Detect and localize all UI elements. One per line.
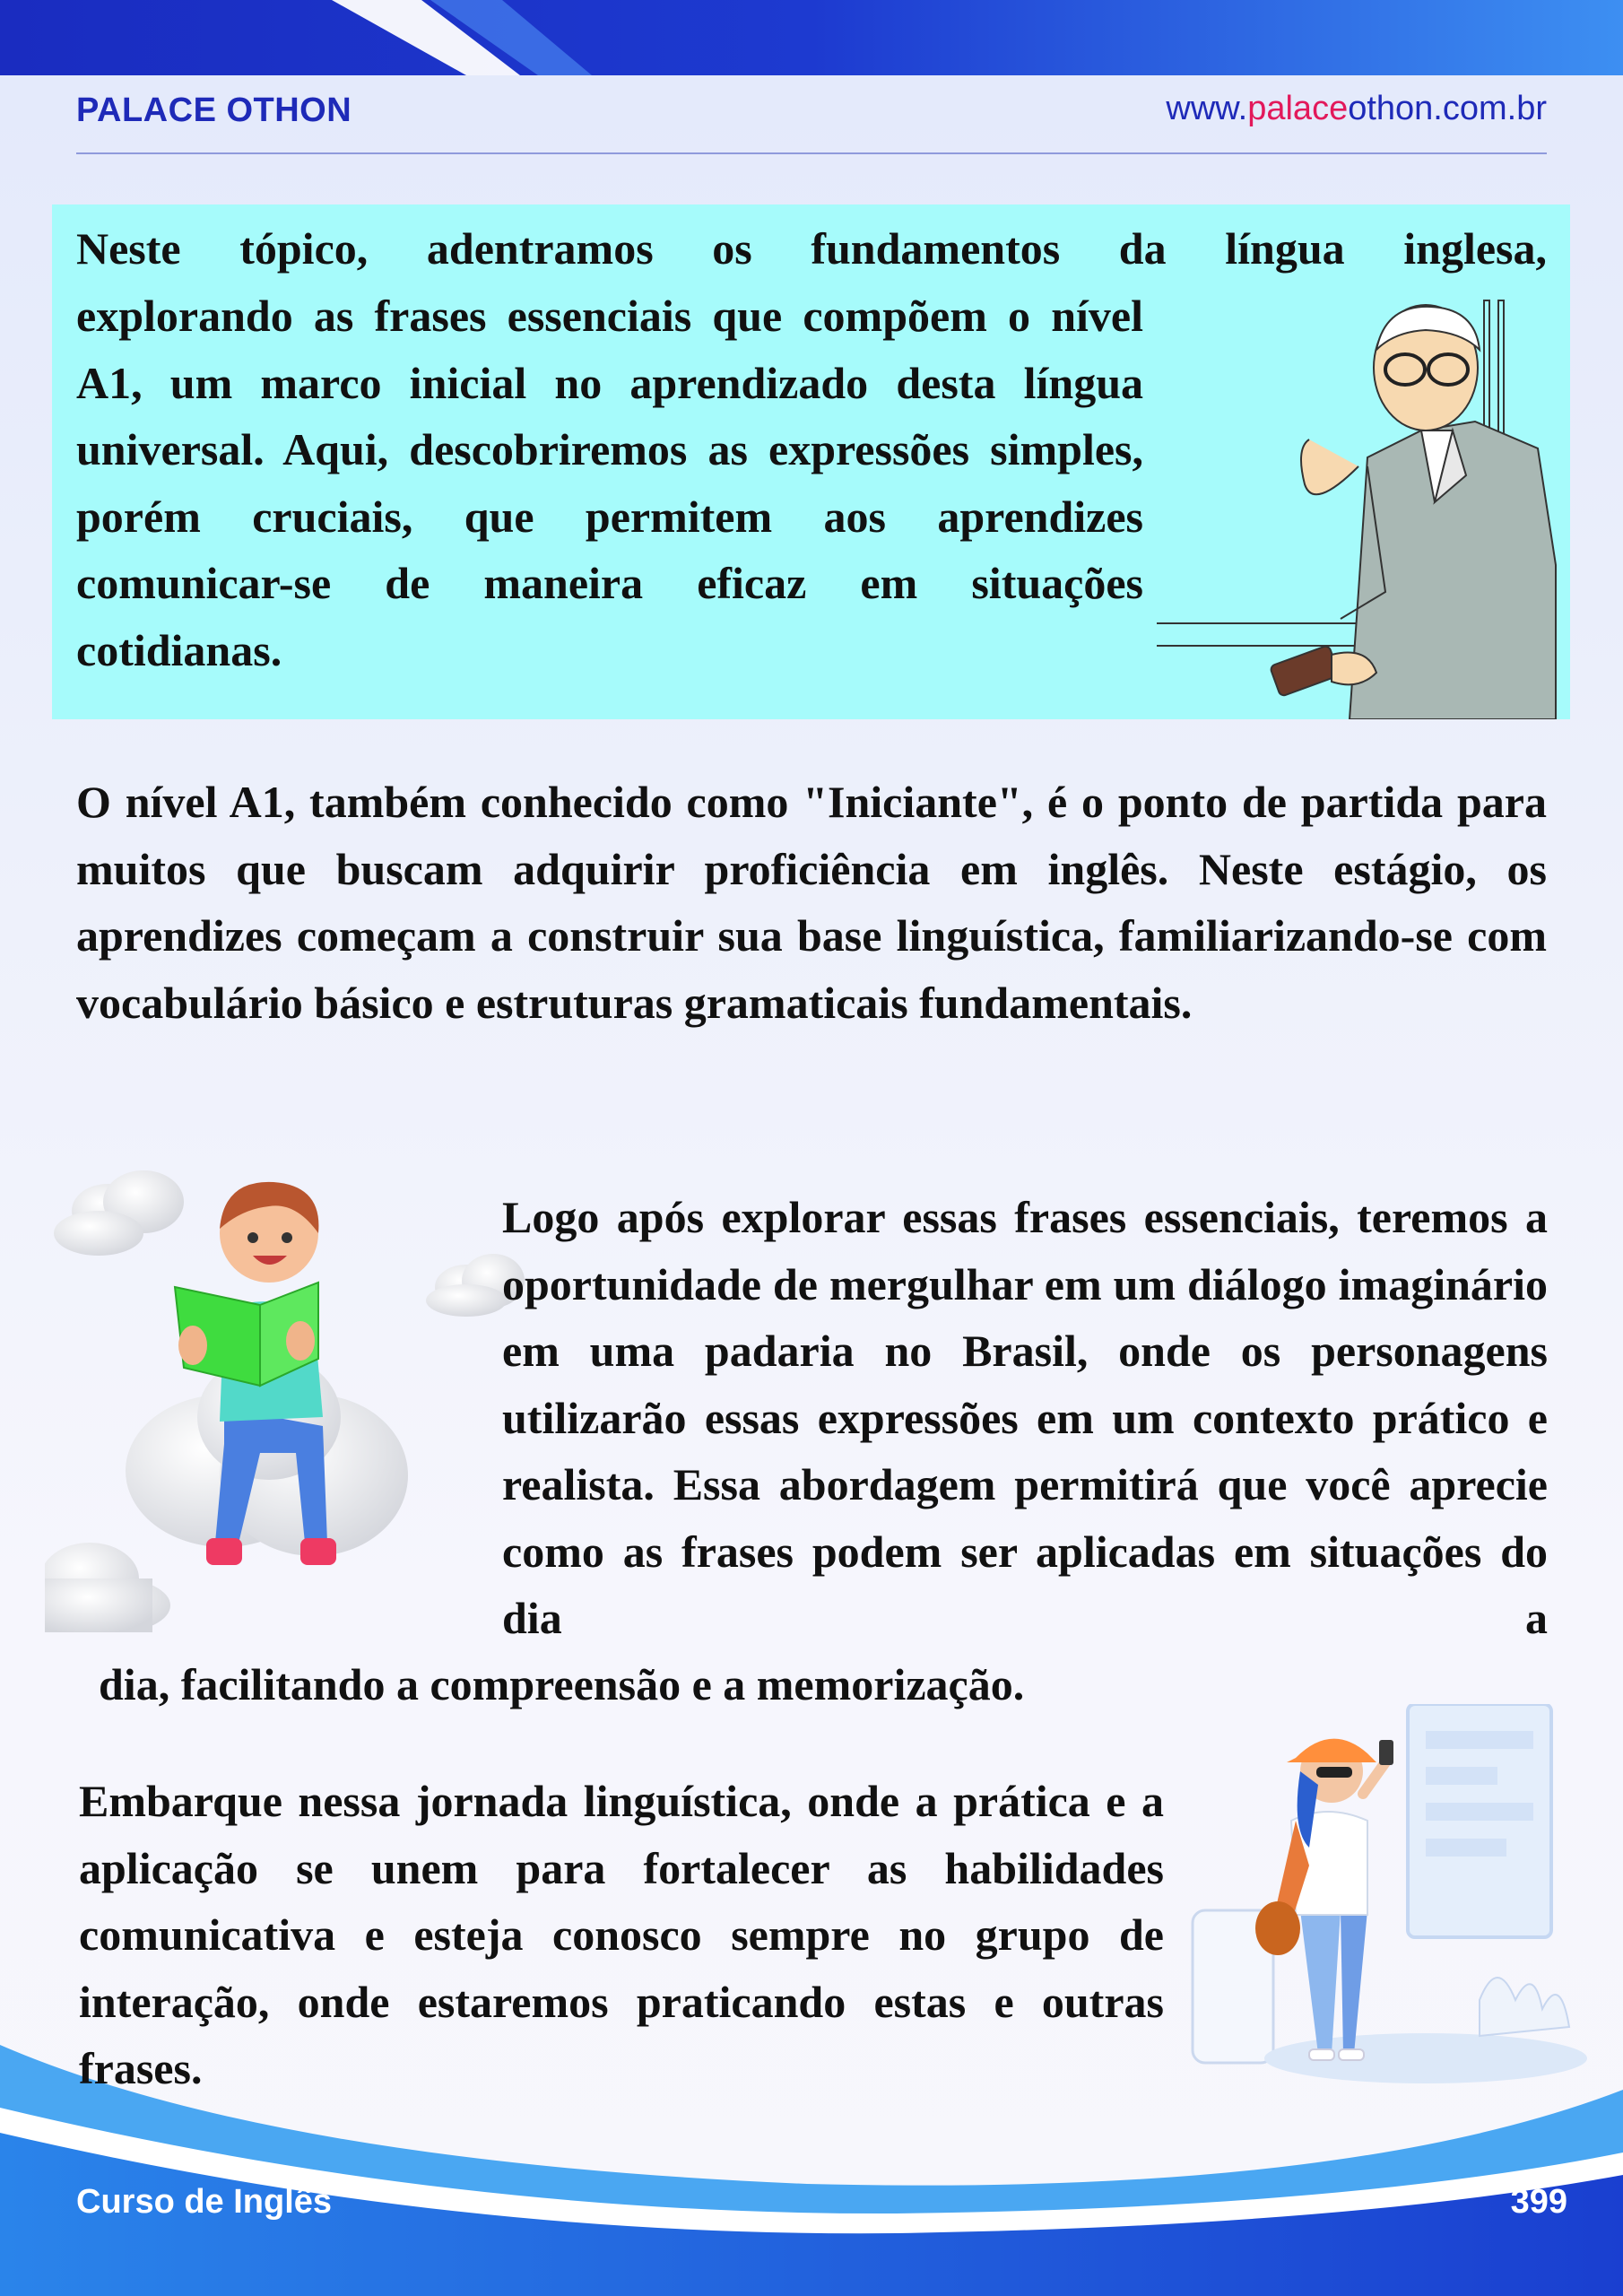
traveler-illustration <box>1175 1704 1587 2099</box>
intro-paragraph: explorando as frases essenciais que compõem o nível A1, um marco inicial no aprendizado desta língua universal. Aqui, descobriremos as expressões simples, porém cruciais, que permitem aos aprendizes comunicar-se de maneira eficaz em situações cotidianas. <box>76 291 1143 675</box>
intro-first-line: Neste tópico, adentramos os fundamentos da língua inglesa, <box>76 223 1547 274</box>
level-a1-paragraph: O nível A1, também conhecido como "Iniciante", é o ponto de partida para muitos que buscam adquirir proficiência em inglês. Neste estágio, os aprendizes começam a construir sua base linguística, familiarizando-se com vocabulário básico e estruturas gramaticais fundamentais. <box>76 777 1547 1028</box>
footer-course-title: Curso de Inglês <box>76 2183 333 2221</box>
brand-name: PALACE OTHON <box>76 91 352 129</box>
url-highlight: palace <box>1247 90 1349 127</box>
dialogue-paragraph-last-line: dia, facilitando a compreensão e a memorização. <box>99 1659 1025 1709</box>
boy-on-cloud-illustration <box>45 1166 529 1632</box>
top-banner-decoration <box>0 0 1623 81</box>
page-number: 399 <box>1510 2183 1567 2221</box>
teacher-illustration <box>1152 296 1574 719</box>
closing-paragraph: Embarque nessa jornada linguística, onde a prática e a aplicação se unem para fortalecer as habilidades comunicativa e esteja conosco sempre no grupo de interação, onde estaremos praticando estas e outras frases. <box>79 1776 1164 2093</box>
url-prefix: www. <box>1166 90 1248 127</box>
dialogue-paragraph: Logo após explorar essas frases essenciais, teremos a oportunidade de mergulhar em um diálogo imaginário em uma padaria no Brasil, onde os personagens utilizarão essas expressões em um contexto prático e realista. Essa abordagem permitirá que você aprecie como as frases podem ser aplicadas em situações do dia a <box>502 1192 1548 1643</box>
url-suffix: othon.com.br <box>1348 90 1547 127</box>
website-url[interactable] <box>1166 90 1547 128</box>
header-divider <box>76 152 1547 154</box>
